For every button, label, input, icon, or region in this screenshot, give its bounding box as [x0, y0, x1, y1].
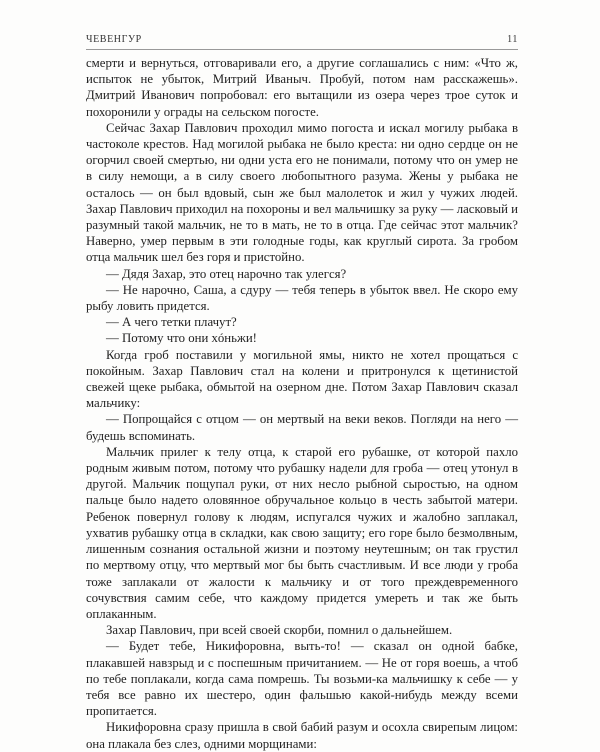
dialogue-line: — Потому что они хóньжи!: [106, 331, 257, 346]
paragraph: смерти и вернуться, отговаривали его, а другие соглашались с ним: «Что ж, испыток не убыток, Митрий Иваныч. Пробуй, потом нам расскажешь». Дмитрий Иванович попробовал: его вытащили из озера через трое суток и похоронили у ограды на сельском погосте.: [86, 56, 518, 119]
paragraph: Захар Павлович, при всей своей скорби, помнил о дальнейшем.: [106, 623, 453, 638]
dialogue-line: — Дядя Захар, это отец нарочно так улегся?: [106, 266, 347, 281]
header-rule: [86, 49, 518, 50]
book-title: ЧЕВЕНГУР: [86, 34, 142, 45]
paragraph: Мальчик прилег к телу отца, к старой его рубашке, от которой пахло родным живым потом, потому что рубашку надели для гроба — отец утонул в другой. Мальчик пощупал руки, от них несло рыбной сыростью, на одном пальце было надето оловянное обручальное кольцо в честь забытой матери. Ребенок повернул голову к людям, испугался чужих и жалобно заплакал, ухватив рубашку отца в складки, как свою защиту; его горе было безмолвным, лишенным сознания остальной жизни и поэтому неутешным; он так грустил по мертвому отцу, что мертвый мог бы быть счастливым. И все люди у гроба тоже заплакали от жалости к мальчику и от того преждевременного сочувствия самим себе, что каждому придется умереть и так же быть оплаканным.: [86, 444, 518, 621]
paragraph: Когда гроб поставили у могильной ямы, никто не хотел прощаться с покойным. Захар Павлович стал на колени и притронулся к щетинистой свежей щеке рыбака, обмытой на озерном дне. Потом Захар Павлович сказал мальчику:: [86, 347, 518, 411]
dialogue-line: — Будет тебе, Никифоровна, выть-то! — сказал он одной бабке, плакавшей навзрыд и с поспешным причитанием. — Не от горя воешь, а чтоб по тебе поплакали, когда сама помрешь. Ты возьми-ка мальчишку к себе — у тебя все равно их шестеро, один фальшью какой-нибудь между всеми пропитается.: [86, 639, 518, 719]
paragraph: Сейчас Захар Павлович проходил мимо погоста и искал могилу рыбака в частоколе крестов. Над могилой рыбака не было креста: ни одно сердце он не огорчил своей смертью, ни одни уста его не понимали, потому что он умер не в силу немощи, а в силу своего любопытного разума. Жены у рыбака не осталось — он был вдовый, сын же был малолеток и жил у чужих людей. Захар Павлович приходил на похороны и вел мальчишку за руку — ласковый и разумный такой мальчик, не то в мать, не то в отца. Где сейчас этот мальчик? Наверно, умер первым в эти голодные годы, как круглый сирота. За гробом отца мальчик шел без горя и пристойно.: [86, 120, 518, 265]
body-text: [86, 55, 518, 752]
running-head: [86, 34, 518, 45]
dialogue-line: — А чего тетки плачут?: [106, 315, 237, 330]
paragraph: Никифоровна сразу пришла в свой бабий разум и осохла свирепым лицом: она плакала без слез, одними морщинами:: [86, 720, 518, 751]
dialogue-line: — Не нарочно, Саша, а сдуру — тебя теперь в убыток ввел. Не скоро ему рыбу ловить придется.: [86, 282, 518, 314]
page-number: 11: [507, 34, 518, 45]
dialogue-line: — Попрощайся с отцом — он мертвый на веки веков. Погляди на него — будешь вспоминать.: [86, 412, 518, 443]
